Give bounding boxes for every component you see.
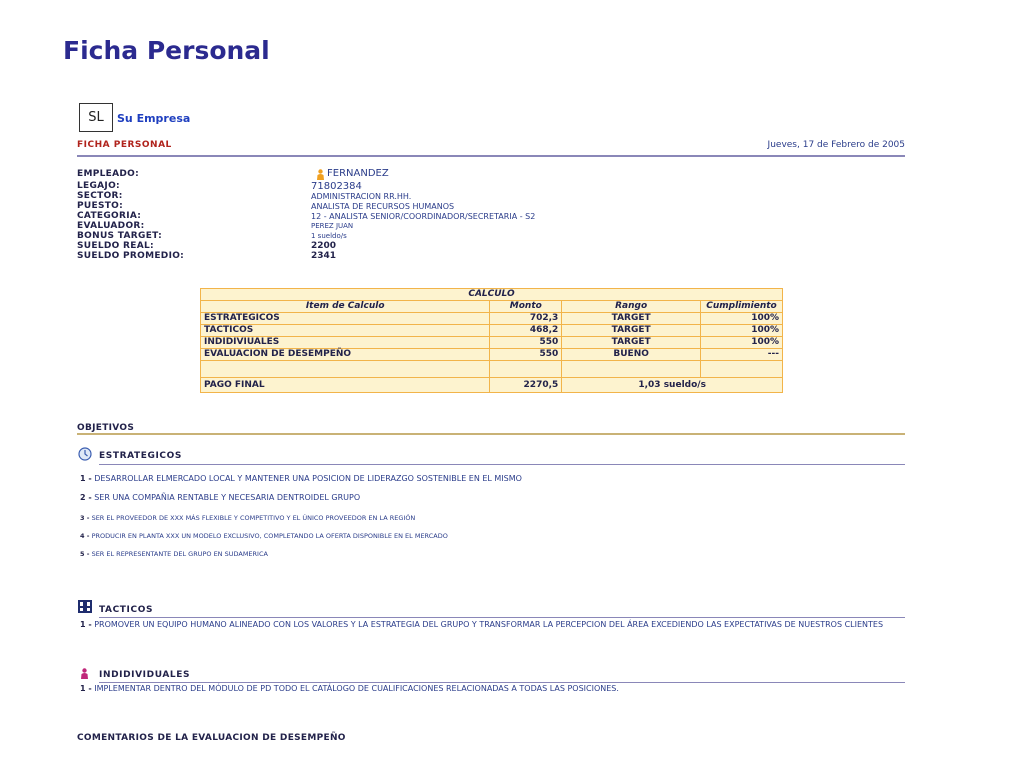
- employee-puesto: ANALISTA DE RECURSOS HUMANOS: [311, 202, 455, 211]
- cell-monto: 702,3: [490, 313, 562, 325]
- divider: [77, 155, 905, 157]
- company-name: Su Empresa: [117, 112, 191, 125]
- column-header: Item de Calculo: [201, 301, 490, 313]
- label-sueldo-promedio: SUELDO PROMEDIO:: [77, 251, 185, 261]
- cell-cumplimiento: 100%: [701, 337, 783, 349]
- current-date: Jueves, 17 de Febrero de 2005: [767, 140, 905, 150]
- cell-item: ESTRATEGICOS: [201, 313, 490, 325]
- employee-sueldo-real: 2200: [311, 241, 337, 251]
- clock-icon: [78, 447, 92, 461]
- pago-final-sueldos: 1,03 sueldo/s: [562, 378, 783, 393]
- label-puesto: PUESTO:: [77, 201, 124, 211]
- pago-final-label: PAGO FINAL: [201, 378, 490, 393]
- pago-final-row: [201, 378, 783, 393]
- divider: [99, 464, 905, 465]
- list-item: 2 - SER UNA COMPAÑIA RENTABLE Y NECESARIA DENTROIDEL GRUPO: [80, 493, 361, 502]
- cell-rango: TARGET: [562, 337, 701, 349]
- list-item: 4 - PRODUCIR EN PLANTA XXX UN MODELO EXCLUSIVO, COMPLETANDO LA OFERTA DISPONIBLE EN EL MERCADO: [80, 532, 448, 540]
- person-icon: [80, 668, 89, 679]
- label-evaluador: EVALUADOR:: [77, 221, 145, 231]
- cell-rango: TARGET: [562, 325, 701, 337]
- cell-cumplimiento: 100%: [701, 325, 783, 337]
- individuales-title: INDIDIVIDUALES: [99, 670, 191, 680]
- comentarios-title: COMENTARIOS DE LA EVALUACION DE DESEMPEÑO: [77, 733, 346, 743]
- employee-sector: ADMINISTRACION RR.HH.: [311, 192, 412, 201]
- cell-monto: 550: [490, 349, 562, 361]
- team-icon: [78, 600, 92, 613]
- cell-cumplimiento: 100%: [701, 313, 783, 325]
- slide-title: Ficha Personal: [63, 36, 270, 65]
- column-header: Rango: [562, 301, 701, 313]
- divider: [77, 433, 905, 435]
- company-logo: SL: [79, 103, 113, 132]
- label-sector: SECTOR:: [77, 191, 123, 201]
- list-item: 1 - DESARROLLAR ELMERCADO LOCAL Y MANTENER UNA POSICION DE LIDERAZGO SOSTENIBLE EN EL MISMO: [80, 474, 522, 483]
- employee-legajo: 71802384: [311, 181, 362, 192]
- list-item: 5 - SER EL REPRESENTANTE DEL GRUPO EN SUDAMERICA: [80, 550, 268, 558]
- employee-bonus-target: 1 sueldo/s: [311, 232, 347, 240]
- objetivos-title: OBJETIVOS: [77, 423, 135, 433]
- list-item: 1 - IMPLEMENTAR DENTRO DEL MÓDULO DE PD TODO EL CATÁLOGO DE CUALIFICACIONES RELACIONADAS A TODAS LAS POSICIONES.: [80, 684, 619, 693]
- table-row: [201, 325, 783, 337]
- divider: [99, 617, 905, 618]
- section-heading: FICHA PERSONAL: [77, 140, 172, 150]
- person-icon: [316, 169, 325, 180]
- table-row: [201, 313, 783, 325]
- employee-categoria: 12 - ANALISTA SENIOR/COORDINADOR/SECRETARIA - S2: [311, 212, 536, 221]
- cell-monto: 550: [490, 337, 562, 349]
- column-header: Monto: [490, 301, 562, 313]
- employee-sueldo-promedio: 2341: [311, 251, 337, 261]
- tacticos-title: TACTICOS: [99, 605, 154, 615]
- table-row: [201, 349, 783, 361]
- label-categoria: CATEGORIA:: [77, 211, 142, 221]
- cell-item: INDIDIVIUALES: [201, 337, 490, 349]
- table-row: [201, 337, 783, 349]
- employee-name: FERNANDEZ: [327, 168, 389, 179]
- list-item: 1 - PROMOVER UN EQUIPO HUMANO ALINEADO CON LOS VALORES Y LA ESTRATEGIA DEL GRUPO Y TRANSFORMAR LA PERCEPCION DEL ÁREA EXCEDIENDO LAS EXPECTATIVAS DE NUESTROS CLIENTES: [80, 620, 884, 629]
- cell-item: TACTICOS: [201, 325, 490, 337]
- label-bonus-target: BONUS TARGET:: [77, 231, 162, 241]
- cell-rango: BUENO: [562, 349, 701, 361]
- list-item: 3 - SER EL PROVEEDOR DE XXX MÁS FLEXIBLE Y COMPETITIVO Y EL ÚNICO PROVEEDOR EN LA REGIÓN: [80, 514, 416, 522]
- calculo-table: [200, 288, 783, 393]
- divider: [99, 682, 905, 683]
- calculo-title: CALCULO: [201, 289, 783, 301]
- label-empleado: EMPLEADO:: [77, 169, 139, 179]
- column-header: Cumplimiento: [701, 301, 783, 313]
- cell-cumplimiento: ---: [701, 349, 783, 361]
- cell-monto: 468,2: [490, 325, 562, 337]
- label-sueldo-real: SUELDO REAL:: [77, 241, 154, 251]
- estrategicos-title: ESTRATEGICOS: [99, 451, 182, 461]
- cell-item: EVALUACION DE DESEMPEÑO: [201, 349, 490, 361]
- pago-final-monto: 2270,5: [490, 378, 562, 393]
- label-legajo: LEGAJO:: [77, 181, 120, 191]
- cell-rango: TARGET: [562, 313, 701, 325]
- employee-evaluador: PEREZ JUAN: [311, 222, 354, 230]
